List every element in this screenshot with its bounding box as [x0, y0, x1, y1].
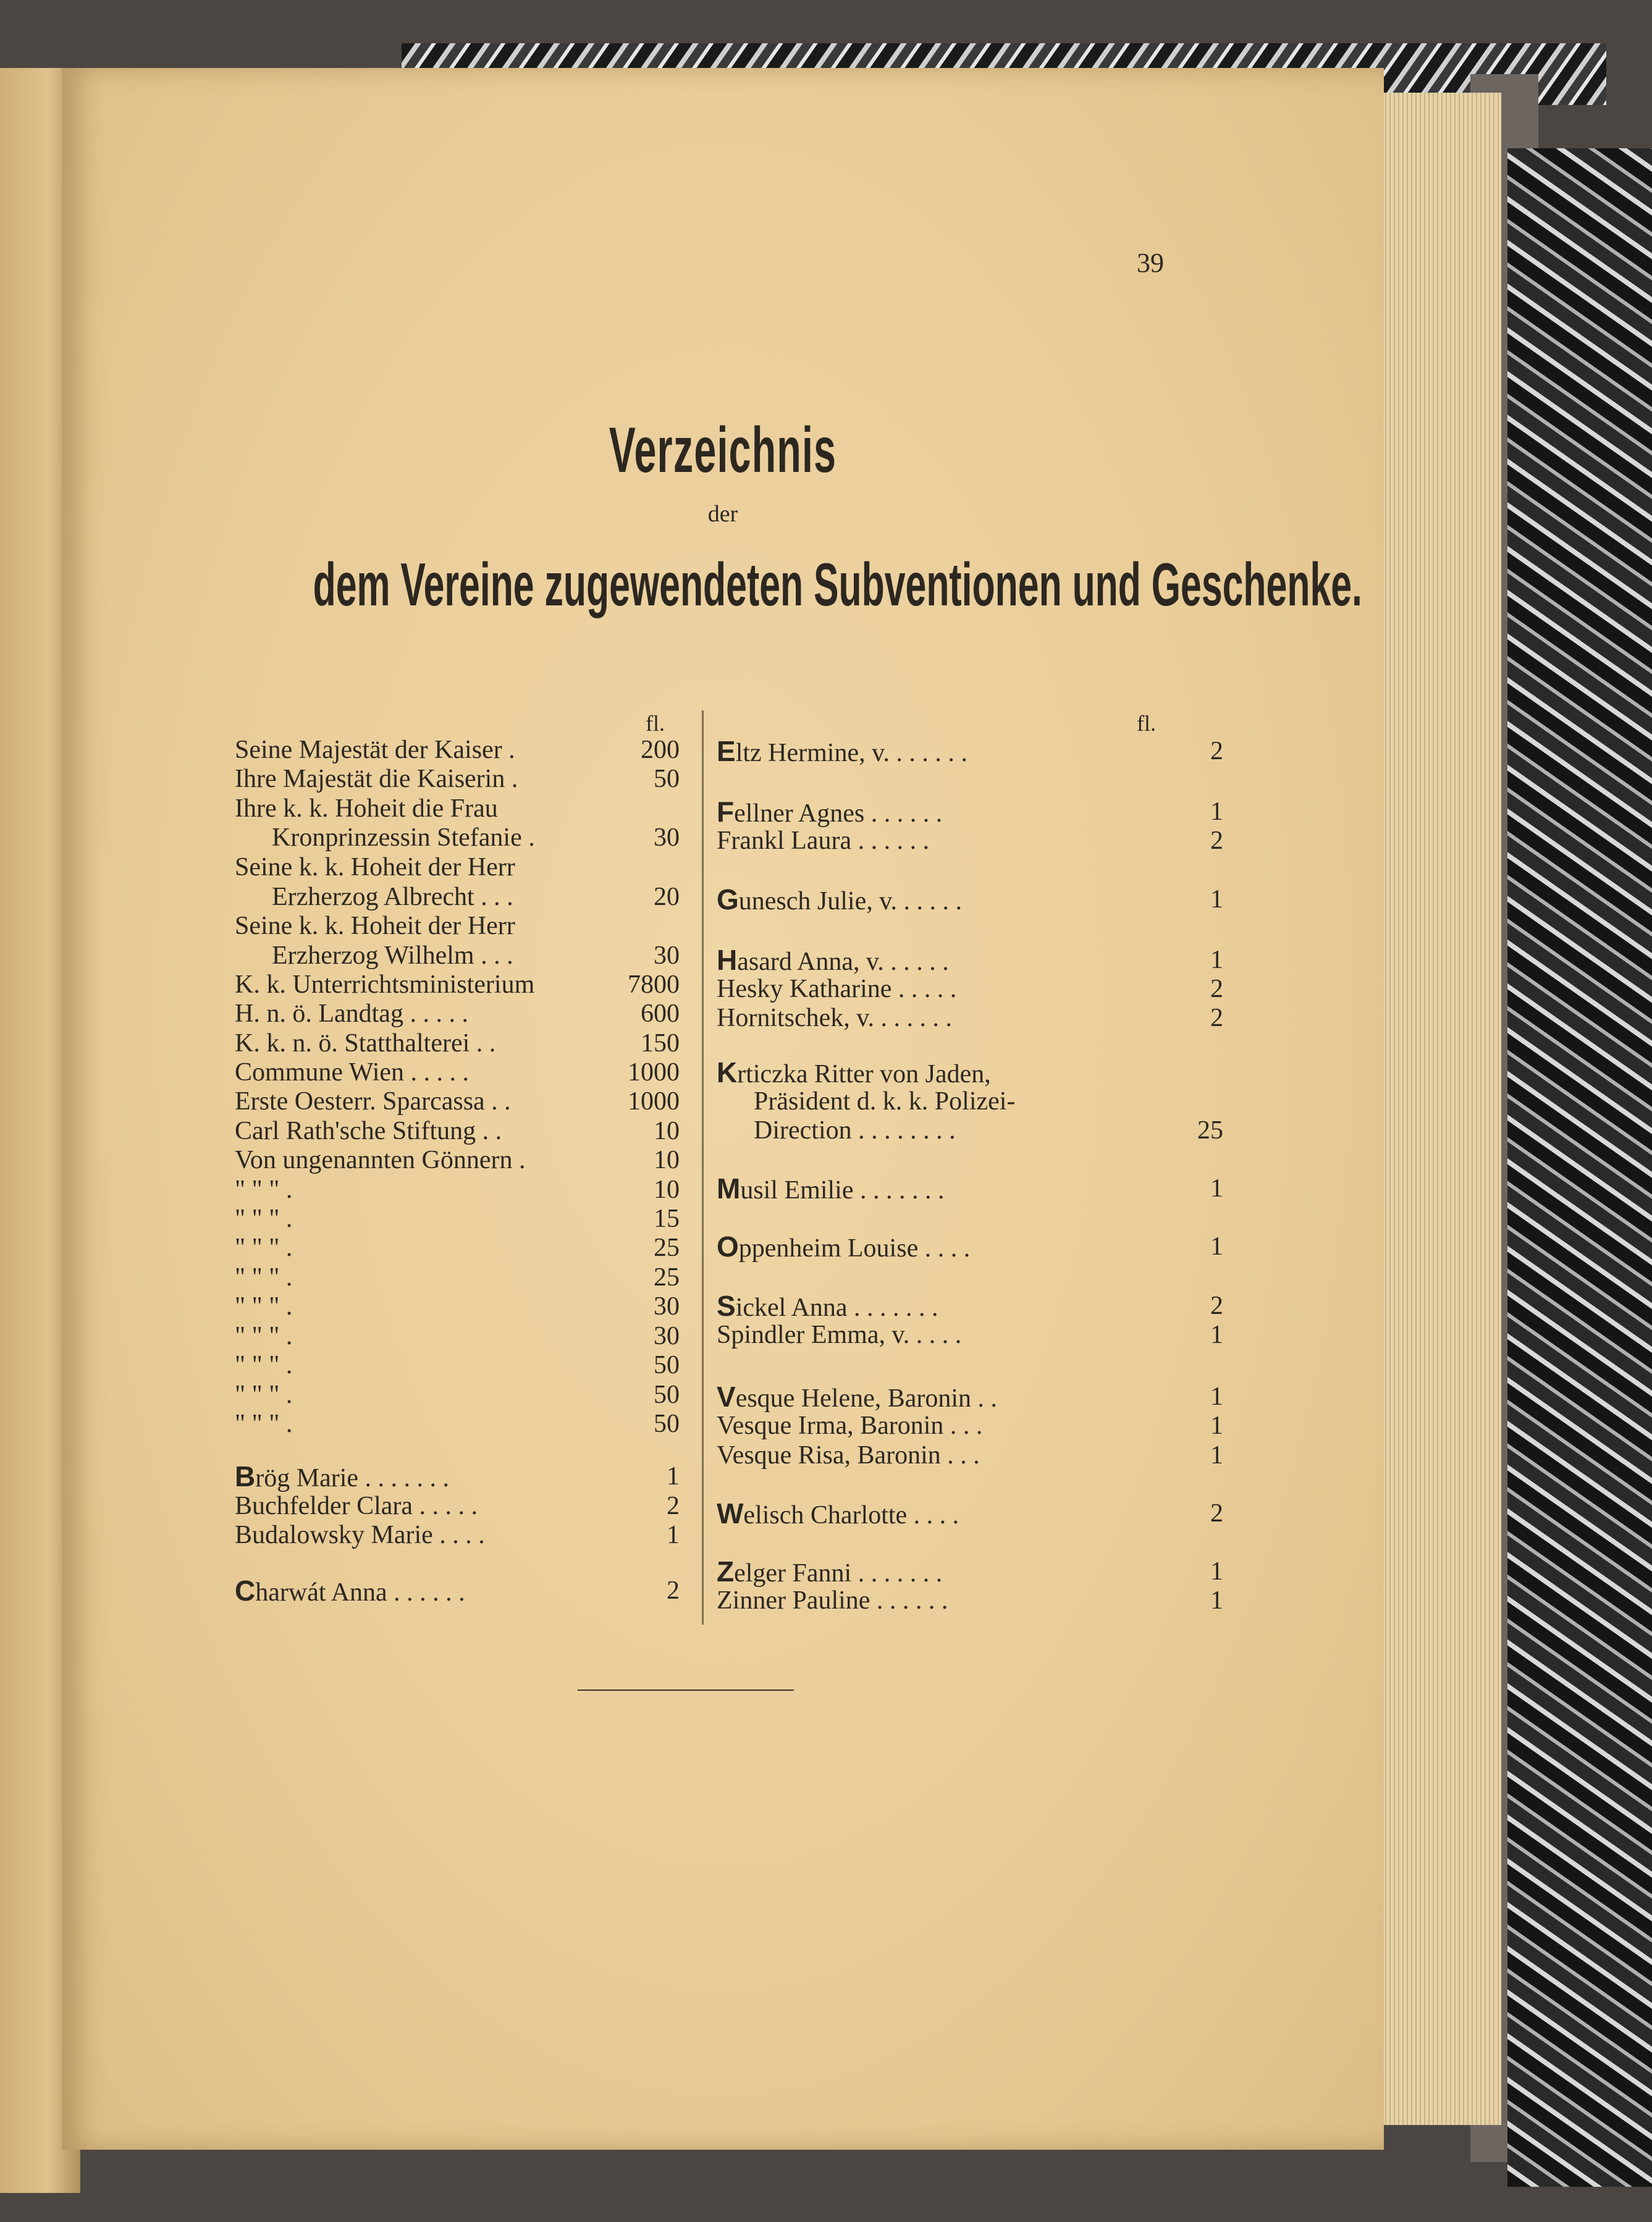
right-entry-amount: 1	[1210, 1586, 1223, 1615]
left-entry-name: " " " .	[235, 1176, 293, 1204]
left-entry-row	[235, 764, 680, 794]
right-entry-name: Hornitschek, v. . . . . . .	[717, 1004, 953, 1032]
right-entry-name: Musil Emilie . . . . . . .	[717, 1172, 945, 1205]
right-entry-row	[717, 826, 1223, 856]
right-entry-amount: 2	[1210, 1004, 1223, 1032]
right-entry-amount: 1	[1210, 1412, 1223, 1440]
right-entry-amount: 1	[1210, 1557, 1223, 1586]
right-entry-row	[717, 945, 1223, 975]
left-entry-name: " " " .	[235, 1322, 293, 1350]
left-entry-row	[235, 1409, 680, 1439]
left-entry-row	[235, 823, 680, 852]
right-entry-amount: 1	[1210, 1382, 1223, 1411]
right-entry-amount: 1	[1210, 1174, 1223, 1203]
left-entry-amount: 50	[654, 1381, 680, 1409]
left-entry-name: Ihre k. k. Hoheit die Frau	[235, 794, 498, 823]
left-entry-name: Von ungenannten Gönnern .	[235, 1146, 526, 1174]
left-entry-name: Kronprinzessin Stefanie .	[272, 823, 535, 852]
left-entry-row	[235, 1087, 680, 1116]
left-entry-amount: 1	[667, 1462, 680, 1491]
left-entry-amount: 25	[654, 1263, 680, 1292]
right-entry-row	[717, 1411, 1223, 1441]
left-entry-name: Erzherzog Wilhelm . . .	[272, 941, 513, 970]
left-entry-row	[235, 1263, 680, 1292]
left-entry-name: Commune Wien . . . . .	[235, 1058, 470, 1087]
right-entry-row	[717, 974, 1223, 1004]
left-entry-row	[235, 794, 680, 823]
left-entry-name: " " " .	[235, 1351, 293, 1379]
left-entry-amount: 30	[654, 1322, 680, 1350]
right-entry-name: Direction . . . . . . . .	[754, 1116, 956, 1145]
book-cover-marbled-side	[1507, 148, 1652, 2187]
left-entry-row	[235, 1116, 680, 1146]
right-entry-name: Welisch Charlotte . . . .	[717, 1497, 959, 1530]
left-entry-row	[235, 1491, 680, 1521]
left-entry-amount: 1	[667, 1521, 680, 1549]
left-entry-name: " " " .	[235, 1205, 293, 1233]
left-entry-row	[235, 852, 680, 882]
right-entry-amount: 1	[1210, 1232, 1223, 1261]
left-entry-name: Carl Rath'sche Stiftung . .	[235, 1117, 502, 1145]
right-entry-row	[717, 1232, 1223, 1261]
left-entry-row	[235, 941, 680, 970]
right-entry-amount: 1	[1210, 885, 1223, 914]
left-entry-name: " " " .	[235, 1234, 293, 1262]
right-entry-amount: 2	[1210, 827, 1223, 855]
left-entry-name: K. k. n. ö. Statthalterei . .	[235, 1029, 496, 1058]
right-entry-name: Oppenheim Louise . . . .	[717, 1231, 971, 1263]
end-rule	[578, 1690, 794, 1691]
left-entry-name: K. k. Unterrichtsministerium	[235, 970, 535, 999]
left-entry-name: Seine k. k. Hoheit der Herr	[235, 912, 515, 940]
right-entry-name: Sickel Anna . . . . . . .	[717, 1290, 938, 1322]
column-divider	[702, 710, 704, 1625]
left-entry-row	[235, 1350, 680, 1380]
left-entry-row	[235, 911, 680, 941]
right-entry-row	[717, 1382, 1223, 1412]
right-entry-amount: 2	[1210, 1292, 1223, 1320]
left-entry-name: " " " .	[235, 1292, 293, 1321]
left-entry-amount: 2	[667, 1576, 680, 1605]
left-entry-amount: 30	[654, 823, 680, 852]
left-currency-header: fl.	[646, 711, 665, 736]
left-entry-amount: 50	[654, 1410, 680, 1438]
right-entry-amount: 1	[1210, 797, 1223, 826]
right-entry-name: Hasard Anna, v. . . . . .	[717, 944, 949, 976]
right-entry-row	[717, 1058, 1223, 1087]
left-entry-name: Erzherzog Albrecht . . .	[272, 883, 513, 911]
left-entry-name: H. n. ö. Landtag . . . . .	[235, 999, 468, 1028]
left-entry-amount: 50	[654, 1351, 680, 1379]
right-entry-row	[717, 885, 1223, 914]
book-page	[62, 68, 1384, 2150]
left-entry-name: Seine k. k. Hoheit der Herr	[235, 853, 515, 882]
title-connector: der	[707, 501, 738, 527]
left-entry-amount: 10	[654, 1146, 680, 1174]
left-entry-amount: 600	[641, 999, 680, 1028]
page-title: Verzeichnis	[609, 415, 837, 486]
page-heading: dem Vereine zugewendeten Subventionen und Geschenke.	[313, 550, 1362, 618]
right-entry-row	[717, 736, 1223, 766]
right-entry-name: Spindler Emma, v. . . . .	[717, 1321, 962, 1349]
right-entry-row	[717, 797, 1223, 827]
right-entry-row	[717, 1557, 1223, 1586]
left-entry-name: " " " .	[235, 1410, 293, 1438]
left-entry-amount: 10	[654, 1176, 680, 1204]
left-entry-row	[235, 1576, 680, 1605]
left-entry-amount: 10	[654, 1117, 680, 1145]
left-entry-amount: 20	[654, 883, 680, 911]
left-entry-row	[235, 1029, 680, 1058]
left-entry-row	[235, 999, 680, 1029]
left-entry-row	[235, 1175, 680, 1205]
right-entry-row	[717, 1003, 1223, 1033]
right-entry-name: Vesque Helene, Baronin . .	[717, 1381, 998, 1413]
right-entry-amount: 1	[1210, 946, 1223, 974]
right-currency-header: fl.	[1137, 711, 1156, 736]
right-entry-amount: 1	[1210, 1321, 1223, 1349]
right-entry-name: Fellner Agnes . . . . . .	[717, 796, 943, 828]
left-entry-amount: 30	[654, 941, 680, 970]
left-entry-name: Erste Oesterr. Sparcassa . .	[235, 1087, 511, 1116]
left-entry-row	[235, 882, 680, 912]
page-block-edge	[1378, 93, 1501, 2125]
right-entry-name: Frankl Laura . . . . . .	[717, 827, 930, 855]
left-entry-name: " " " .	[235, 1263, 293, 1292]
right-entry-name: Eltz Hermine, v. . . . . . .	[717, 735, 967, 767]
left-entry-row	[235, 735, 680, 765]
right-entry-row	[717, 1087, 1223, 1116]
left-entry-amount: 50	[654, 765, 680, 793]
left-entry-name: Brög Marie . . . . . . .	[235, 1460, 450, 1492]
right-entry-row	[717, 1291, 1223, 1321]
right-entry-name: Zinner Pauline . . . . . .	[717, 1586, 948, 1615]
left-entry-row	[235, 1321, 680, 1351]
right-entry-name: Präsident d. k. k. Polizei-	[754, 1087, 1016, 1116]
left-entry-name: Buchfelder Clara . . . . .	[235, 1492, 478, 1520]
left-entry-row	[235, 970, 680, 999]
left-entry-name: " " " .	[235, 1381, 293, 1409]
left-entry-name: Seine Majestät der Kaiser .	[235, 736, 515, 764]
right-entry-row	[717, 1174, 1223, 1203]
right-entry-row	[717, 1499, 1223, 1528]
right-entry-name: Vesque Irma, Baronin . . .	[717, 1412, 983, 1440]
left-entry-row	[235, 1380, 680, 1410]
page-number: 39	[1137, 248, 1164, 278]
left-entry-amount: 200	[641, 736, 680, 764]
left-entry-row	[235, 1145, 680, 1175]
left-entry-row	[235, 1058, 680, 1087]
left-entry-amount: 1000	[628, 1087, 680, 1116]
left-entry-row	[235, 1520, 680, 1550]
left-entry-amount: 25	[654, 1234, 680, 1262]
right-entry-amount: 2	[1210, 1499, 1223, 1528]
right-entry-row	[717, 1586, 1223, 1615]
right-entry-name: Vesque Risa, Baronin . . .	[717, 1441, 980, 1470]
left-entry-name: Charwát Anna . . . . . .	[235, 1575, 465, 1607]
left-entry-row	[235, 1462, 680, 1491]
right-entry-row	[717, 1441, 1223, 1470]
left-entry-amount: 150	[641, 1029, 680, 1058]
left-entry-row	[235, 1233, 680, 1263]
left-entry-row	[235, 1292, 680, 1321]
left-entry-amount: 30	[654, 1292, 680, 1321]
left-entry-amount: 1000	[628, 1058, 680, 1087]
right-entry-row	[717, 1320, 1223, 1350]
left-entry-amount: 7800	[628, 970, 680, 999]
left-entry-name: Ihre Majestät die Kaiserin .	[235, 765, 518, 793]
right-entry-name: Krticzka Ritter von Jaden,	[717, 1056, 991, 1088]
right-entry-row	[717, 1116, 1223, 1145]
left-entry-name: Budalowsky Marie . . . .	[235, 1521, 485, 1549]
right-entry-name: Zelger Fanni . . . . . . .	[717, 1555, 943, 1588]
right-entry-amount: 1	[1210, 1441, 1223, 1470]
right-entry-amount: 2	[1210, 975, 1223, 1003]
left-entry-amount: 2	[667, 1492, 680, 1520]
right-entry-name: Hesky Katharine . . . . .	[717, 975, 957, 1003]
left-entry-row	[235, 1204, 680, 1234]
right-entry-amount: 2	[1210, 737, 1223, 765]
right-entry-name: Gunesch Julie, v. . . . . .	[717, 883, 963, 915]
left-entry-amount: 15	[654, 1205, 680, 1233]
right-entry-amount: 25	[1197, 1116, 1223, 1145]
